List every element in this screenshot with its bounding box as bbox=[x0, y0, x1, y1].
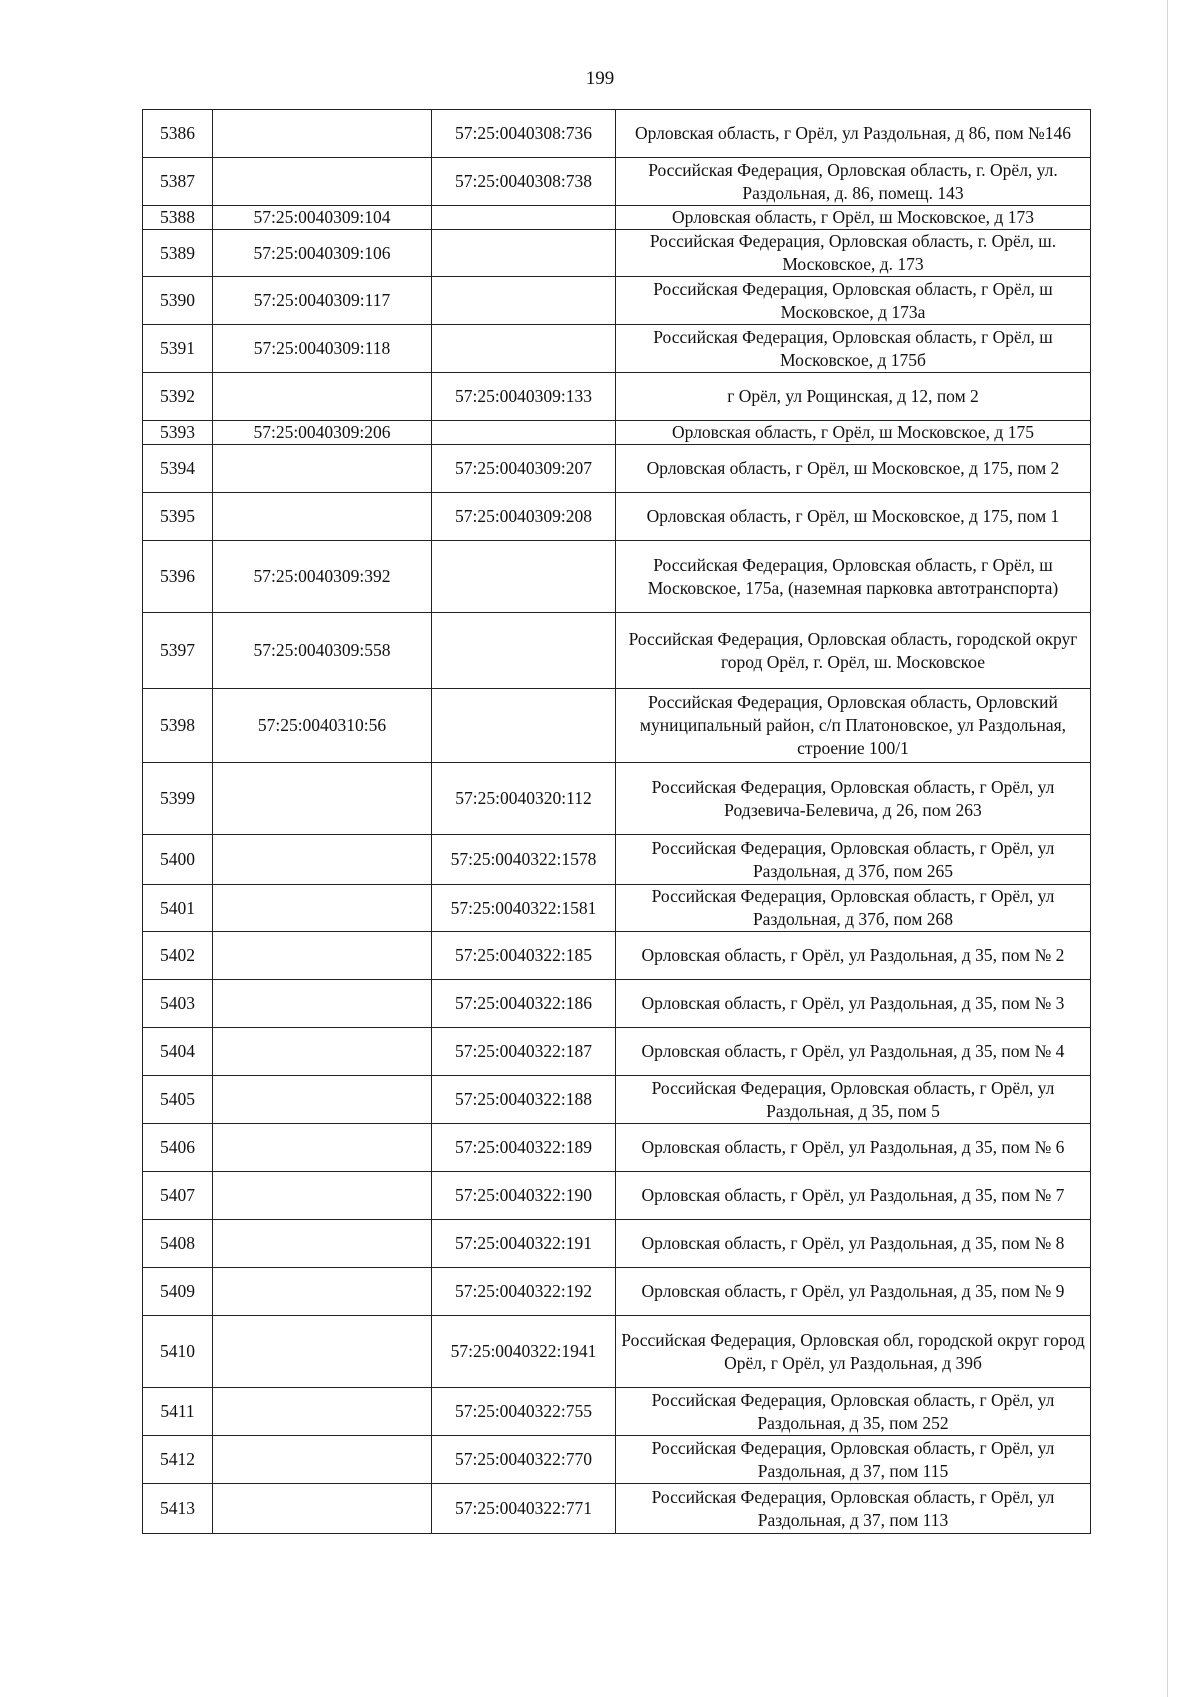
cell-number: 5403 bbox=[143, 980, 213, 1028]
cell-land-cadastral bbox=[213, 110, 432, 158]
table-row bbox=[143, 613, 1091, 689]
cell-number: 5390 bbox=[143, 277, 213, 325]
cell-number: 5389 bbox=[143, 230, 213, 277]
cell-building-cadastral: 57:25:0040322:187 bbox=[432, 1028, 616, 1076]
cell-land-cadastral bbox=[213, 835, 432, 885]
cell-land-cadastral bbox=[213, 1076, 432, 1124]
table-row bbox=[143, 932, 1091, 980]
cell-land-cadastral: 57:25:0040309:206 bbox=[213, 421, 432, 445]
cell-number: 5388 bbox=[143, 206, 213, 230]
cell-number: 5394 bbox=[143, 445, 213, 493]
table-row bbox=[143, 763, 1091, 835]
cell-number: 5407 bbox=[143, 1172, 213, 1220]
registry-table-body bbox=[143, 110, 1091, 1534]
table-row bbox=[143, 1436, 1091, 1484]
cell-land-cadastral: 57:25:0040309:118 bbox=[213, 325, 432, 373]
cell-building-cadastral bbox=[432, 421, 616, 445]
cell-land-cadastral bbox=[213, 1484, 432, 1534]
cell-number: 5406 bbox=[143, 1124, 213, 1172]
table-row bbox=[143, 325, 1091, 373]
cell-address: Орловская область, г Орёл, ш Московское, д 175, пом 1 bbox=[616, 493, 1091, 541]
cell-land-cadastral bbox=[213, 980, 432, 1028]
table-row bbox=[143, 689, 1091, 763]
cell-land-cadastral: 57:25:0040309:558 bbox=[213, 613, 432, 689]
table-row bbox=[143, 277, 1091, 325]
cell-building-cadastral bbox=[432, 541, 616, 613]
cell-building-cadastral: 57:25:0040308:738 bbox=[432, 158, 616, 206]
cell-building-cadastral: 57:25:0040322:189 bbox=[432, 1124, 616, 1172]
table-row bbox=[143, 421, 1091, 445]
cell-number: 5412 bbox=[143, 1436, 213, 1484]
cell-address: Орловская область, г Орёл, ул Раздольная, д 35, пом № 6 bbox=[616, 1124, 1091, 1172]
cell-building-cadastral bbox=[432, 325, 616, 373]
cell-address: Орловская область, г Орёл, ул Раздольная, д 35, пом № 8 bbox=[616, 1220, 1091, 1268]
table-row bbox=[143, 1484, 1091, 1534]
cell-number: 5408 bbox=[143, 1220, 213, 1268]
cell-land-cadastral bbox=[213, 373, 432, 421]
cell-building-cadastral: 57:25:0040322:771 bbox=[432, 1484, 616, 1534]
cell-number: 5398 bbox=[143, 689, 213, 763]
cell-address: Российская Федерация, Орловская область, г Орёл, ул Раздольная, д 35, пом 5 bbox=[616, 1076, 1091, 1124]
cell-building-cadastral: 57:25:0040322:190 bbox=[432, 1172, 616, 1220]
cell-number: 5409 bbox=[143, 1268, 213, 1316]
cell-address: Российская Федерация, Орловская область, Орловский муниципальный район, с/п Платоновское, ул Раздольная, строение 100/1 bbox=[616, 689, 1091, 763]
cell-address: Российская Федерация, Орловская область, г Орёл, ш Московское, д 175б bbox=[616, 325, 1091, 373]
cell-address: Орловская область, г Орёл, ш Московское, д 173 bbox=[616, 206, 1091, 230]
cell-building-cadastral bbox=[432, 277, 616, 325]
cell-number: 5393 bbox=[143, 421, 213, 445]
cell-building-cadastral: 57:25:0040309:133 bbox=[432, 373, 616, 421]
cell-number: 5395 bbox=[143, 493, 213, 541]
table-row bbox=[143, 158, 1091, 206]
table-row bbox=[143, 206, 1091, 230]
table-row bbox=[143, 541, 1091, 613]
cell-address: Российская Федерация, Орловская область, г Орёл, ш Московское, д 173а bbox=[616, 277, 1091, 325]
registry-table bbox=[142, 109, 1091, 1534]
cell-land-cadastral: 57:25:0040309:106 bbox=[213, 230, 432, 277]
cell-building-cadastral: 57:25:0040322:770 bbox=[432, 1436, 616, 1484]
cell-number: 5396 bbox=[143, 541, 213, 613]
table-row bbox=[143, 835, 1091, 885]
cell-building-cadastral bbox=[432, 230, 616, 277]
cell-address: г Орёл, ул Рощинская, д 12, пом 2 bbox=[616, 373, 1091, 421]
cell-address: Российская Федерация, Орловская область, г Орёл, ул Раздольная, д 37б, пом 265 bbox=[616, 835, 1091, 885]
table-row bbox=[143, 885, 1091, 932]
cell-address: Орловская область, г Орёл, ул Раздольная, д 86, пом №146 bbox=[616, 110, 1091, 158]
cell-address: Орловская область, г Орёл, ш Московское, д 175 bbox=[616, 421, 1091, 445]
cell-address: Российская Федерация, Орловская область, г Орёл, ул Раздольная, д 37, пом 115 bbox=[616, 1436, 1091, 1484]
cell-building-cadastral: 57:25:0040322:755 bbox=[432, 1388, 616, 1436]
cell-number: 5402 bbox=[143, 932, 213, 980]
cell-building-cadastral: 57:25:0040320:112 bbox=[432, 763, 616, 835]
table-row bbox=[143, 1268, 1091, 1316]
cell-land-cadastral bbox=[213, 445, 432, 493]
cell-number: 5399 bbox=[143, 763, 213, 835]
cell-land-cadastral bbox=[213, 1268, 432, 1316]
page-edge-line bbox=[1167, 0, 1168, 1697]
cell-number: 5387 bbox=[143, 158, 213, 206]
table-row bbox=[143, 980, 1091, 1028]
cell-land-cadastral bbox=[213, 1028, 432, 1076]
cell-land-cadastral: 57:25:0040309:117 bbox=[213, 277, 432, 325]
cell-land-cadastral bbox=[213, 1316, 432, 1388]
cell-address: Российская Федерация, Орловская область, городской округ город Орёл, г. Орёл, ш. Московское bbox=[616, 613, 1091, 689]
cell-land-cadastral bbox=[213, 932, 432, 980]
cell-land-cadastral: 57:25:0040309:104 bbox=[213, 206, 432, 230]
cell-building-cadastral: 57:25:0040322:186 bbox=[432, 980, 616, 1028]
cell-number: 5392 bbox=[143, 373, 213, 421]
cell-number: 5386 bbox=[143, 110, 213, 158]
cell-land-cadastral bbox=[213, 1124, 432, 1172]
table-row bbox=[143, 1076, 1091, 1124]
cell-building-cadastral: 57:25:0040322:191 bbox=[432, 1220, 616, 1268]
cell-land-cadastral: 57:25:0040309:392 bbox=[213, 541, 432, 613]
cell-address: Российская Федерация, Орловская область, г Орёл, ш Московское, 175а, (наземная парковка автотранспорта) bbox=[616, 541, 1091, 613]
cell-land-cadastral: 57:25:0040310:56 bbox=[213, 689, 432, 763]
cell-land-cadastral bbox=[213, 1172, 432, 1220]
table-row bbox=[143, 110, 1091, 158]
cell-address: Орловская область, г Орёл, ул Раздольная, д 35, пом № 4 bbox=[616, 1028, 1091, 1076]
cell-number: 5391 bbox=[143, 325, 213, 373]
cell-building-cadastral: 57:25:0040322:1581 bbox=[432, 885, 616, 932]
table-row bbox=[143, 1316, 1091, 1388]
cell-address: Российская Федерация, Орловская область, г Орёл, ул Раздольная, д 37б, пом 268 bbox=[616, 885, 1091, 932]
cell-address: Российская Федерация, Орловская область, г Орёл, ул Раздольная, д 37, пом 113 bbox=[616, 1484, 1091, 1534]
cell-number: 5405 bbox=[143, 1076, 213, 1124]
table-row bbox=[143, 230, 1091, 277]
cell-number: 5401 bbox=[143, 885, 213, 932]
cell-building-cadastral: 57:25:0040322:1941 bbox=[432, 1316, 616, 1388]
cell-land-cadastral bbox=[213, 1436, 432, 1484]
cell-address: Российская Федерация, Орловская область, г Орёл, ул Раздольная, д 35, пом 252 bbox=[616, 1388, 1091, 1436]
cell-building-cadastral: 57:25:0040322:192 bbox=[432, 1268, 616, 1316]
cell-address: Российская Федерация, Орловская область, г. Орёл, ш. Московское, д. 173 bbox=[616, 230, 1091, 277]
cell-building-cadastral bbox=[432, 206, 616, 230]
cell-address: Орловская область, г Орёл, ул Раздольная, д 35, пом № 3 bbox=[616, 980, 1091, 1028]
cell-number: 5411 bbox=[143, 1388, 213, 1436]
cell-address: Орловская область, г Орёл, ул Раздольная, д 35, пом № 2 bbox=[616, 932, 1091, 980]
cell-land-cadastral bbox=[213, 493, 432, 541]
cell-building-cadastral: 57:25:0040308:736 bbox=[432, 110, 616, 158]
table-row bbox=[143, 493, 1091, 541]
cell-land-cadastral bbox=[213, 1220, 432, 1268]
cell-building-cadastral: 57:25:0040322:1578 bbox=[432, 835, 616, 885]
cell-address: Российская Федерация, Орловская область, г. Орёл, ул. Раздольная, д. 86, помещ. 143 bbox=[616, 158, 1091, 206]
cell-number: 5413 bbox=[143, 1484, 213, 1534]
cell-address: Орловская область, г Орёл, ул Раздольная, д 35, пом № 7 bbox=[616, 1172, 1091, 1220]
table-row bbox=[143, 1028, 1091, 1076]
cell-number: 5397 bbox=[143, 613, 213, 689]
cell-number: 5410 bbox=[143, 1316, 213, 1388]
cell-address: Российская Федерация, Орловская область, г Орёл, ул Родзевича-Белевича, д 26, пом 263 bbox=[616, 763, 1091, 835]
cell-building-cadastral: 57:25:0040322:185 bbox=[432, 932, 616, 980]
table-row bbox=[143, 1220, 1091, 1268]
cell-building-cadastral: 57:25:0040322:188 bbox=[432, 1076, 616, 1124]
table-row bbox=[143, 445, 1091, 493]
cell-building-cadastral bbox=[432, 689, 616, 763]
table-row bbox=[143, 1172, 1091, 1220]
table-row bbox=[143, 1388, 1091, 1436]
cell-address: Орловская область, г Орёл, ул Раздольная, д 35, пом № 9 bbox=[616, 1268, 1091, 1316]
cell-address: Орловская область, г Орёл, ш Московское, д 175, пом 2 bbox=[616, 445, 1091, 493]
cell-land-cadastral bbox=[213, 763, 432, 835]
table-row bbox=[143, 1124, 1091, 1172]
cell-number: 5400 bbox=[143, 835, 213, 885]
cell-land-cadastral bbox=[213, 1388, 432, 1436]
table-row bbox=[143, 373, 1091, 421]
cell-building-cadastral: 57:25:0040309:207 bbox=[432, 445, 616, 493]
cell-address: Российская Федерация, Орловская обл, городской округ город Орёл, г Орёл, ул Раздольная, д 39б bbox=[616, 1316, 1091, 1388]
cell-land-cadastral bbox=[213, 885, 432, 932]
cell-land-cadastral bbox=[213, 158, 432, 206]
cell-building-cadastral bbox=[432, 613, 616, 689]
cell-building-cadastral: 57:25:0040309:208 bbox=[432, 493, 616, 541]
cell-number: 5404 bbox=[143, 1028, 213, 1076]
page-number: 199 bbox=[585, 68, 615, 89]
